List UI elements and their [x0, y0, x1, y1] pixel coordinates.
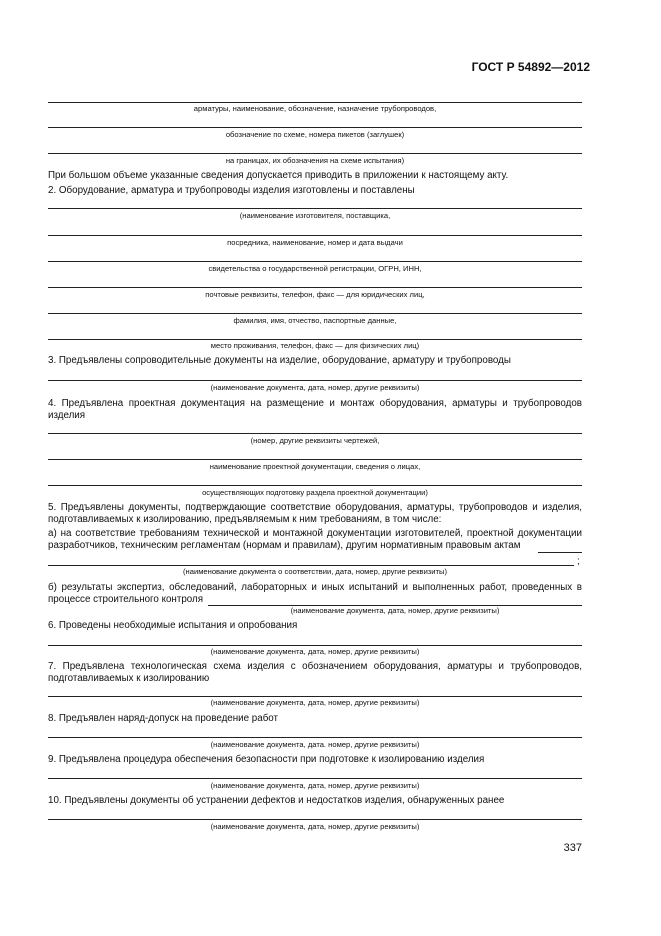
item-5-text: 5. Предъявлены документы, подтверждающие соответствие оборудования, арматуры, трубопроводов и изделия, подготавливаемых к изолированию, предъявляемым к ним требованиям, в том числе: — [48, 502, 582, 525]
line-end-semicolon: ; — [577, 556, 580, 567]
item-3-text: 3. Предъявлены сопроводительные документы на изделие, оборудование, арматуру и трубопроводы — [48, 355, 511, 366]
field-caption: свидетельства о государственной регистрации, ОГРН, ИНН, — [208, 264, 422, 273]
fill-line — [48, 287, 582, 288]
item-5b-text: б) результаты экспертиз, обследований, лабораторных и иных испытаний и выполненных работ, проведенных в процессе строительного контроля — [48, 582, 582, 605]
fill-line — [48, 696, 582, 697]
field-caption: (наименование изготовителя, поставщика, — [239, 211, 391, 220]
field-caption: (наименование документа, дата, номер, другие реквизиты) — [210, 698, 420, 707]
field-caption: посредника, наименование, номер и дата выдачи — [227, 238, 403, 247]
field-caption: (наименование документа, дата. номер, другие реквизиты) — [210, 740, 420, 749]
standard-header: ГОСТ Р 54892—2012 — [471, 60, 590, 74]
field-caption: (наименование документа, дата, номер, другие реквизиты) — [210, 781, 420, 790]
fill-line — [48, 313, 582, 314]
fill-line — [48, 261, 582, 262]
fill-line — [48, 153, 582, 154]
field-caption: (наименование документа, дата, номер, другие реквизиты) — [210, 383, 420, 392]
field-caption: на границах, их обозначения на схеме испытания) — [225, 156, 405, 165]
item-9-text: 9. Предъявлена процедура обеспечения безопасности при подготовке к изолированию изделия — [48, 754, 485, 765]
fill-line — [48, 127, 582, 128]
item-5a-text: а) на соответствие требованиям технической и монтажной документации изготовителей, проектной документации разработчиков, техническим регламентам (нормам и правилам), другим нормативным правовым актам — [48, 528, 582, 551]
fill-line — [48, 485, 582, 486]
page-number: 337 — [563, 842, 582, 854]
fill-line — [48, 459, 582, 460]
fill-line — [48, 339, 582, 340]
fill-line — [48, 565, 574, 566]
field-caption: место проживания, телефон, факс — для физических лиц) — [210, 341, 420, 350]
field-caption: наименование проектной документации, сведения о лицах, — [209, 462, 421, 471]
field-caption: (номер, другие реквизиты чертежей, — [250, 436, 380, 445]
field-caption: (наименование документа, дата, номер, другие реквизиты) — [210, 822, 420, 831]
fill-line — [48, 645, 582, 646]
field-caption: (наименование документа, дата, номер, другие реквизиты) — [290, 606, 500, 615]
item-7-text: 7. Предъявлена технологическая схема изделия с обозначением оборудования, арматуры и трубопроводов, подготавливаемых к изолированию — [48, 661, 582, 684]
item-6-text: 6. Проведены необходимые испытания и опробования — [48, 620, 298, 631]
field-caption: осуществляющих подготовку раздела проектной документации) — [202, 488, 428, 497]
item-4-text: 4. Предъявлена проектная документация на размещение и монтаж оборудования, арматуры и трубопроводов изделия — [48, 398, 582, 421]
item-2-text: 2. Оборудование, арматура и трубопроводы изделия изготовлены и поставлены — [48, 185, 415, 196]
field-caption: почтовые реквизиты, телефон, факс — для юридических лиц, — [205, 290, 425, 299]
field-caption: (наименование документа, дата, номер, другие реквизиты) — [210, 647, 420, 656]
fill-line-inline — [538, 552, 582, 553]
fill-line — [48, 433, 582, 434]
fill-line — [48, 737, 582, 738]
field-caption: обозначение по схеме, номера пикетов (заглушек) — [225, 130, 405, 139]
fill-line — [48, 235, 582, 236]
fill-line — [48, 819, 582, 820]
note-paragraph: При большом объеме указанные сведения допускается приводить в приложении к настоящему акту. — [48, 170, 509, 181]
fill-line — [48, 778, 582, 779]
fill-line — [48, 208, 582, 209]
item-10-text: 10. Предъявлены документы об устранении дефектов и недостатков изделия, обнаруженных ранее — [48, 795, 505, 806]
field-caption: фамилия, имя, отчество, паспортные данные, — [233, 316, 397, 325]
field-caption: (наименование документа о соответствии, дата, номер, другие реквизиты) — [183, 567, 447, 576]
item-8-text: 8. Предъявлен наряд-допуск на проведение работ — [48, 713, 279, 724]
fill-line — [48, 380, 582, 381]
fill-line — [48, 102, 582, 103]
field-caption: арматуры, наименование, обозначение, назначение трубопроводов, — [193, 104, 437, 113]
